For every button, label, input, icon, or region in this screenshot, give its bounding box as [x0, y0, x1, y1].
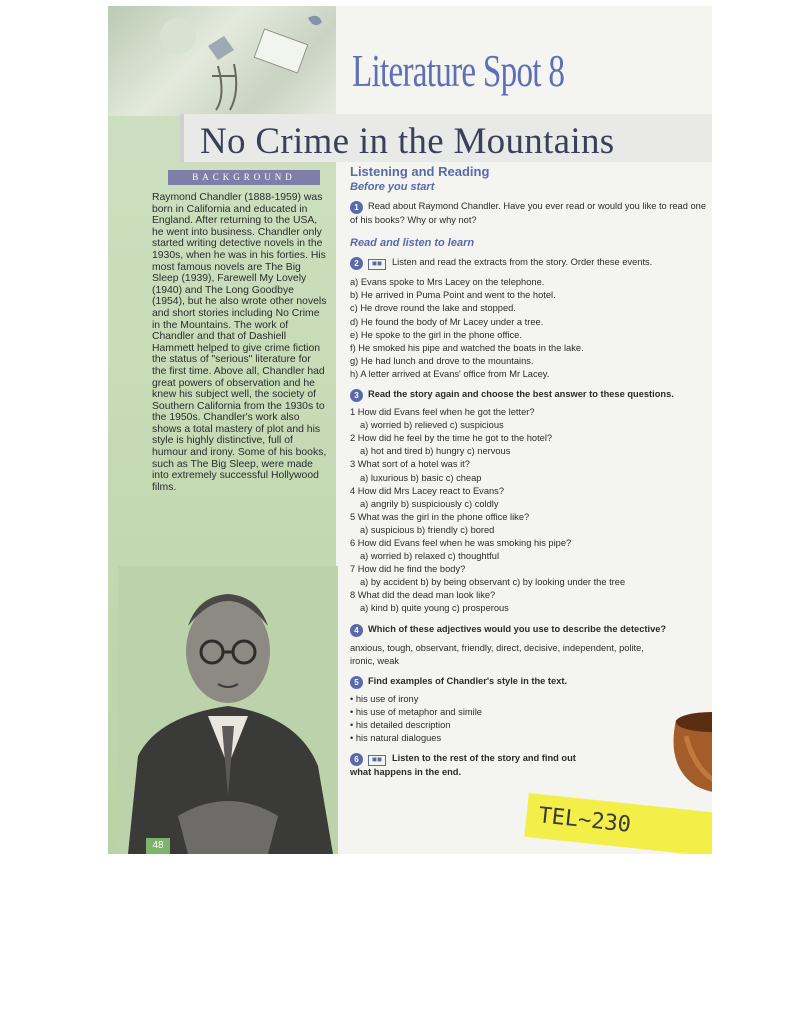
cd-icon: ◼◼ [368, 259, 386, 270]
exercise-1-text: Read about Raymond Chandler. Have you ever read or would you like to read one of his books? Why or why not? [350, 201, 706, 226]
list-item: c) He drove round the lake and stopped. [350, 303, 516, 314]
list-item: g) He had lunch and drove to the mountains. [350, 355, 534, 366]
question: 8 What did the dead man look like? [350, 590, 496, 601]
before-you-start-heading: Before you start [350, 181, 435, 193]
pipe-image [656, 616, 712, 816]
exercise-5-text: Find examples of Chandler's style in the text. [368, 675, 568, 686]
exercise-6-text: Listen to the rest of the story and find out what happens in the end. [350, 753, 576, 778]
exercise-number: 1 [350, 201, 363, 214]
book-page [108, 6, 712, 854]
answer-options: a) by accident b) by being observant c) by looking under the tree [360, 577, 626, 588]
list-item: f) He smoked his pipe and watched the boats in the lake. [350, 342, 584, 353]
exercise-number: 4 [350, 624, 363, 637]
page-number: 48 [146, 838, 170, 854]
exercise-5 [350, 675, 706, 745]
background-text: Raymond Chandler (1888-1959) was born in California and educated in England. After returning to the USA, he went into business. Chandler only started writing detective novels in the 1930s, when he was in his forties. His most famous novels are The Big Sleep (1939), Farewell My Lovely (1940) and The Long Goodbye (1954), but he also wrote other novels and short stories including No Crime in the Mountains. The work of Chandler and that of Dashiell Hammett helped to give crime fiction the status of "serious" literature for the first time. Above all, Chandler had great powers of observation and he knew his subject well, the society of Southern California from the 1930s to the 1950s. Chandler's work also shows a total mastery of plot and his style is highly distinctive, full of humour and irony. Some of his books, such as The Big Sleep, were made into extremely successful Hollywood films. [152, 192, 327, 493]
question: 7 How did he find the body? [350, 564, 466, 575]
exercise-number: 5 [350, 676, 363, 689]
answer-options: a) luxurious b) basic c) cheap [360, 472, 482, 483]
question: 5 What was the girl in the phone office like? [350, 511, 530, 522]
exercise-4 [350, 623, 706, 668]
adjectives-list: anxious, tough, observant, friendly, direct, decisive, independent, polite, ironic, weak [350, 642, 644, 666]
exercise-3-text: Read the story again and choose the best answer to these questions. [368, 389, 674, 400]
list-item: • his use of irony [350, 693, 419, 704]
style-list [350, 693, 706, 745]
list-item: e) He spoke to the girl in the phone office. [350, 329, 522, 340]
cd-icon: ◼◼ [368, 755, 386, 766]
question: 3 What sort of a hotel was it? [350, 459, 470, 470]
list-item: b) He arrived in Puma Point and went to the hotel. [350, 290, 556, 301]
question: 4 How did Mrs Lacey react to Evans? [350, 485, 504, 496]
background-tag: BACKGROUND [168, 170, 320, 185]
question: 1 How did Evans feel when he got the letter? [350, 407, 535, 418]
chandler-portrait [118, 566, 338, 854]
literature-spot-title: Literature Spot 8 [352, 45, 565, 96]
exercise-2 [350, 256, 706, 381]
list-item: • his use of metaphor and simile [350, 706, 482, 717]
list-item: a) Evans spoke to Mrs Lacey on the telephone. [350, 277, 545, 288]
exercise-column [350, 164, 706, 786]
answer-options: a) worried b) relieved c) suspicious [360, 420, 504, 431]
exercise-6 [350, 752, 580, 779]
answer-options: a) angrily b) suspiciously c) coldly [360, 498, 499, 509]
exercise-number: 3 [350, 389, 363, 402]
read-listen-heading: Read and listen to learn [350, 237, 475, 250]
answer-options: a) suspicious b) friendly c) bored [360, 524, 495, 535]
list-item: h) A letter arrived at Evans' office from Mr Lacey. [350, 368, 550, 379]
questions-list [350, 406, 706, 616]
list-item: • his detailed description [350, 719, 451, 730]
exercise-4-text: Which of these adjectives would you use to describe the detective? [368, 623, 667, 634]
events-list [350, 276, 706, 381]
question: 6 How did Evans feel when he was smoking his pipe? [350, 537, 572, 548]
question: 2 How did he feel by the time he got to the hotel? [350, 433, 553, 444]
list-item: d) He found the body of Mr Lacey under a tree. [350, 316, 544, 327]
answer-options: a) kind b) quite young c) prosperous [360, 603, 509, 614]
exercise-2-text: Listen and read the extracts from the story. Order these events. [392, 257, 653, 268]
exercise-1 [350, 200, 706, 227]
exercise-number: 6 [350, 753, 363, 766]
exercise-number: 2 [350, 257, 363, 270]
sticky-note: TEL~230 [524, 793, 712, 854]
list-item: • his natural dialogues [350, 733, 442, 743]
exercise-3 [350, 388, 706, 616]
section-heading: Listening and Reading [350, 164, 490, 179]
collage-image [108, 6, 348, 116]
answer-options: a) hot and tired b) hungry c) nervous [360, 446, 511, 457]
story-title: No Crime in the Mountains [200, 121, 615, 162]
answer-options: a) worried b) relaxed c) thoughtful [360, 551, 500, 562]
